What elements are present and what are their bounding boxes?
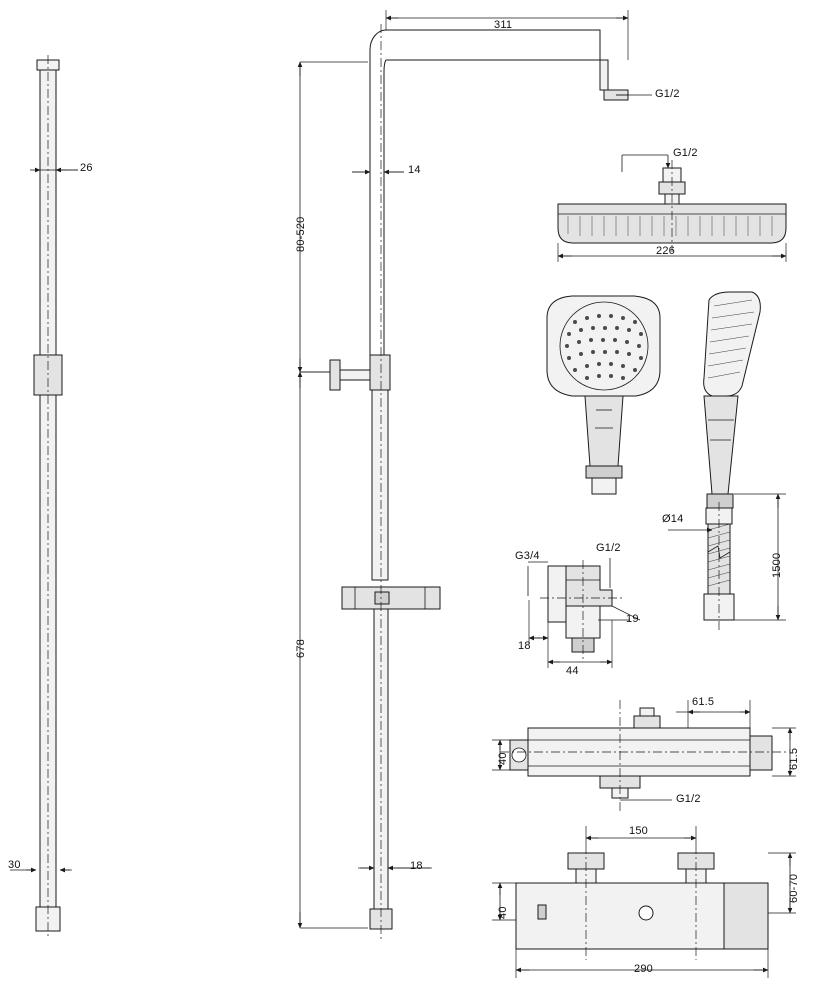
hand-shower-side-view <box>704 292 761 508</box>
dim-label-rail-base-width: 30 <box>8 859 21 871</box>
dim-label-bar-mixer-thread: G1/2 <box>676 793 701 805</box>
dim-label-outlet-inlet-thread: G3/4 <box>515 550 540 562</box>
dim-label-bar-mixer-height: 61.5 <box>788 747 800 770</box>
shower-hose <box>704 502 734 630</box>
leader-head-thread <box>622 155 668 172</box>
dim-label-bar-mixer-center: 61.5 <box>692 696 715 708</box>
dim-label-arm-projection: 311 <box>494 19 513 31</box>
dim-riser-total-height <box>300 372 368 928</box>
dim-label-hose-length: 1500 <box>771 552 783 578</box>
dim-label-riser-tube: 14 <box>408 164 421 176</box>
dim-label-hose-diameter: Ø14 <box>662 513 684 525</box>
leader-outlet-inlet-thread <box>528 562 548 596</box>
dim-label-outlet-offset: 18 <box>518 640 531 652</box>
riser-column-assembly <box>330 24 628 942</box>
dim-label-thermo-centers: 150 <box>629 825 648 837</box>
dim-label-thermo-body-depth: 40 <box>497 906 509 919</box>
thermostatic-mixer <box>516 845 768 960</box>
wall-outlet-elbow <box>540 560 624 660</box>
dim-label-outlet-width: 44 <box>566 665 579 677</box>
dim-label-riser-total-height: 678 <box>295 639 307 658</box>
dim-label-thermo-height-range: 60-70 <box>788 873 800 903</box>
hand-shower-front-view <box>547 296 660 494</box>
dim-label-bar-mixer-depth: 40 <box>497 752 509 765</box>
dim-label-riser-base-width: 18 <box>410 860 423 872</box>
dim-label-outlet-depth: 19 <box>626 613 639 625</box>
dim-label-arm-thread: G1/2 <box>655 88 680 100</box>
overhead-shower-head <box>558 160 786 252</box>
dim-label-thermo-width: 290 <box>634 963 653 975</box>
dim-outlet-offset <box>529 600 548 644</box>
bar-mixer-valve <box>497 700 786 812</box>
dim-label-rail-width: 26 <box>80 162 93 174</box>
dim-riser-adjust-range <box>300 62 368 372</box>
dim-arm-projection <box>386 10 628 60</box>
dim-label-riser-adjust-range: 80-520 <box>295 216 307 252</box>
dim-label-outlet-thread: G1/2 <box>596 542 621 554</box>
slide-rail-assembly <box>34 55 62 938</box>
dim-label-head-width: 226 <box>656 245 675 257</box>
dim-label-head-thread: G1/2 <box>673 147 698 159</box>
